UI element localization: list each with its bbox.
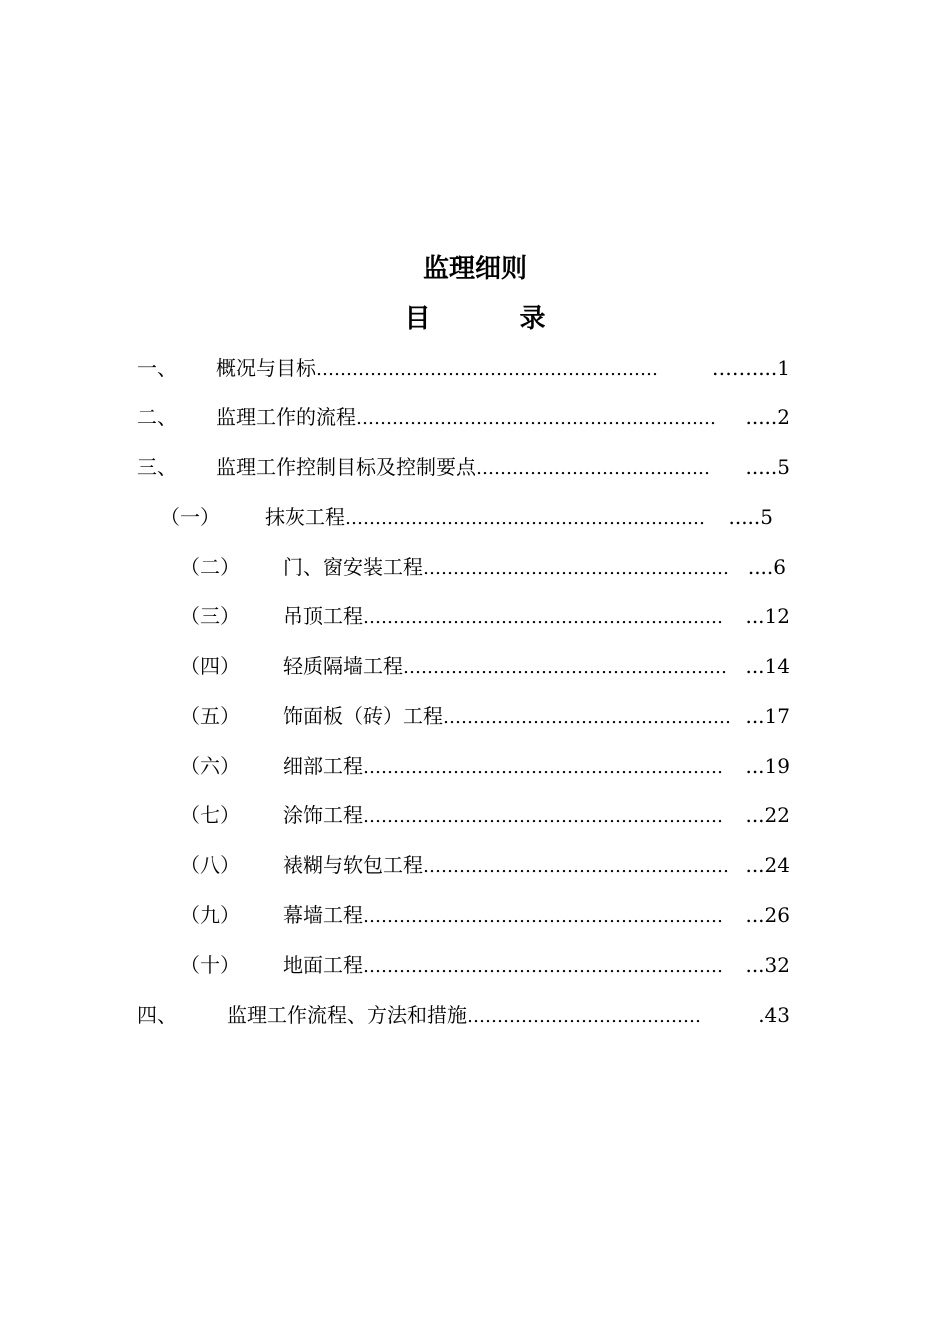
toc-entry-number: （七） <box>180 803 240 827</box>
toc-entry[interactable] <box>180 651 790 681</box>
toc-leader-dots: …………………………………………………… <box>345 508 705 529</box>
toc-page-number: .....5 <box>728 505 773 529</box>
toc-entry[interactable] <box>137 353 790 383</box>
toc-entry-label: 吊顶工程 <box>283 604 363 628</box>
toc-leader-dots: …………………………………………………… <box>363 607 723 628</box>
toc-entry-label: 监理工作控制目标及控制要点 <box>216 455 476 479</box>
toc-leader-dots: …………………………………………………… <box>363 956 723 977</box>
toc-heading: 目 录 <box>404 304 586 334</box>
toc-page-number: ……....1 <box>711 356 790 380</box>
toc-entry-number: （九） <box>180 903 240 927</box>
toc-leader-dots: …………………………………………………… <box>356 408 716 429</box>
toc-entry[interactable] <box>180 800 790 830</box>
toc-leader-dots: ………………………………………… <box>443 707 731 728</box>
toc-entry-number: 三、 <box>137 455 177 479</box>
toc-entry-label: 轻质隔墙工程 <box>283 654 403 678</box>
toc-page-number: ...14 <box>745 654 790 678</box>
toc-entry-number: （三） <box>180 604 240 628</box>
toc-entry-label: 抹灰工程 <box>265 505 345 529</box>
toc-entry[interactable] <box>180 552 786 582</box>
toc-entry-label: 裱糊与软包工程 <box>283 853 423 877</box>
toc-entry[interactable] <box>180 701 790 731</box>
toc-leader-dots: ………………………………… <box>467 1006 701 1027</box>
toc-leader-dots: …………………………………………………… <box>363 906 723 927</box>
toc-page-number: .....5 <box>745 455 790 479</box>
toc-entry-number: （十） <box>180 953 240 977</box>
toc-entry-label: 概况与目标 <box>216 356 316 380</box>
toc-leader-dots: ………………………………………………… <box>316 359 658 380</box>
toc-entry-number: （八） <box>180 853 240 877</box>
toc-entry[interactable] <box>137 1000 790 1030</box>
toc-entry-label: 细部工程 <box>283 754 363 778</box>
toc-entry-label: 涂饰工程 <box>283 803 363 827</box>
toc-page-number: ...12 <box>745 604 790 628</box>
toc-leader-dots: …………………………………………… <box>423 558 729 579</box>
toc-entry[interactable] <box>180 900 790 930</box>
toc-leader-dots: ……………………………………………… <box>403 657 727 678</box>
toc-entry-number: 二、 <box>137 405 177 429</box>
toc-page-number: ...24 <box>745 853 790 877</box>
toc-page-number: ...26 <box>745 903 790 927</box>
toc-entry-number: （四） <box>180 654 240 678</box>
toc-page-number: ...32 <box>745 953 790 977</box>
toc-entry-label: 地面工程 <box>283 953 363 977</box>
toc-entry-label: 监理工作流程、方法和措施 <box>227 1003 467 1027</box>
toc-entry[interactable] <box>137 402 790 432</box>
toc-leader-dots: …………………………………………………… <box>363 757 723 778</box>
toc-entry-label: 饰面板（砖）工程 <box>283 704 443 728</box>
toc-page-number: ...22 <box>745 803 790 827</box>
toc-entry-label: 门、窗安装工程 <box>283 555 423 579</box>
toc-entry[interactable] <box>137 452 790 482</box>
toc-entry-number: （五） <box>180 704 240 728</box>
toc-leader-dots: …………………………………………… <box>423 856 729 877</box>
toc-entry-number: （二） <box>180 555 240 579</box>
toc-entry[interactable] <box>160 502 773 532</box>
toc-entry-label: 监理工作的流程 <box>216 405 356 429</box>
toc-entry-label: 幕墙工程 <box>283 903 363 927</box>
toc-entry-number: 四、 <box>137 1003 177 1027</box>
toc-page-number: .....2 <box>745 405 790 429</box>
document-title: 监理细则 <box>422 254 527 284</box>
toc-leader-dots: …………………………………………………… <box>363 806 723 827</box>
toc-page-number: ...17 <box>745 704 790 728</box>
toc-entry-number: （六） <box>180 754 240 778</box>
toc-page-number: ....6 <box>747 555 786 579</box>
toc-entry[interactable] <box>180 850 790 880</box>
toc-entry-number: 一、 <box>137 356 177 380</box>
toc-entry[interactable] <box>180 950 790 980</box>
toc-page-number: .43 <box>758 1003 790 1027</box>
toc-page-number: ...19 <box>745 754 790 778</box>
toc-entry[interactable] <box>180 751 790 781</box>
toc-entry[interactable] <box>180 601 790 631</box>
toc-leader-dots: ………………………………… <box>476 458 710 479</box>
toc-entry-number: （一） <box>160 505 220 529</box>
